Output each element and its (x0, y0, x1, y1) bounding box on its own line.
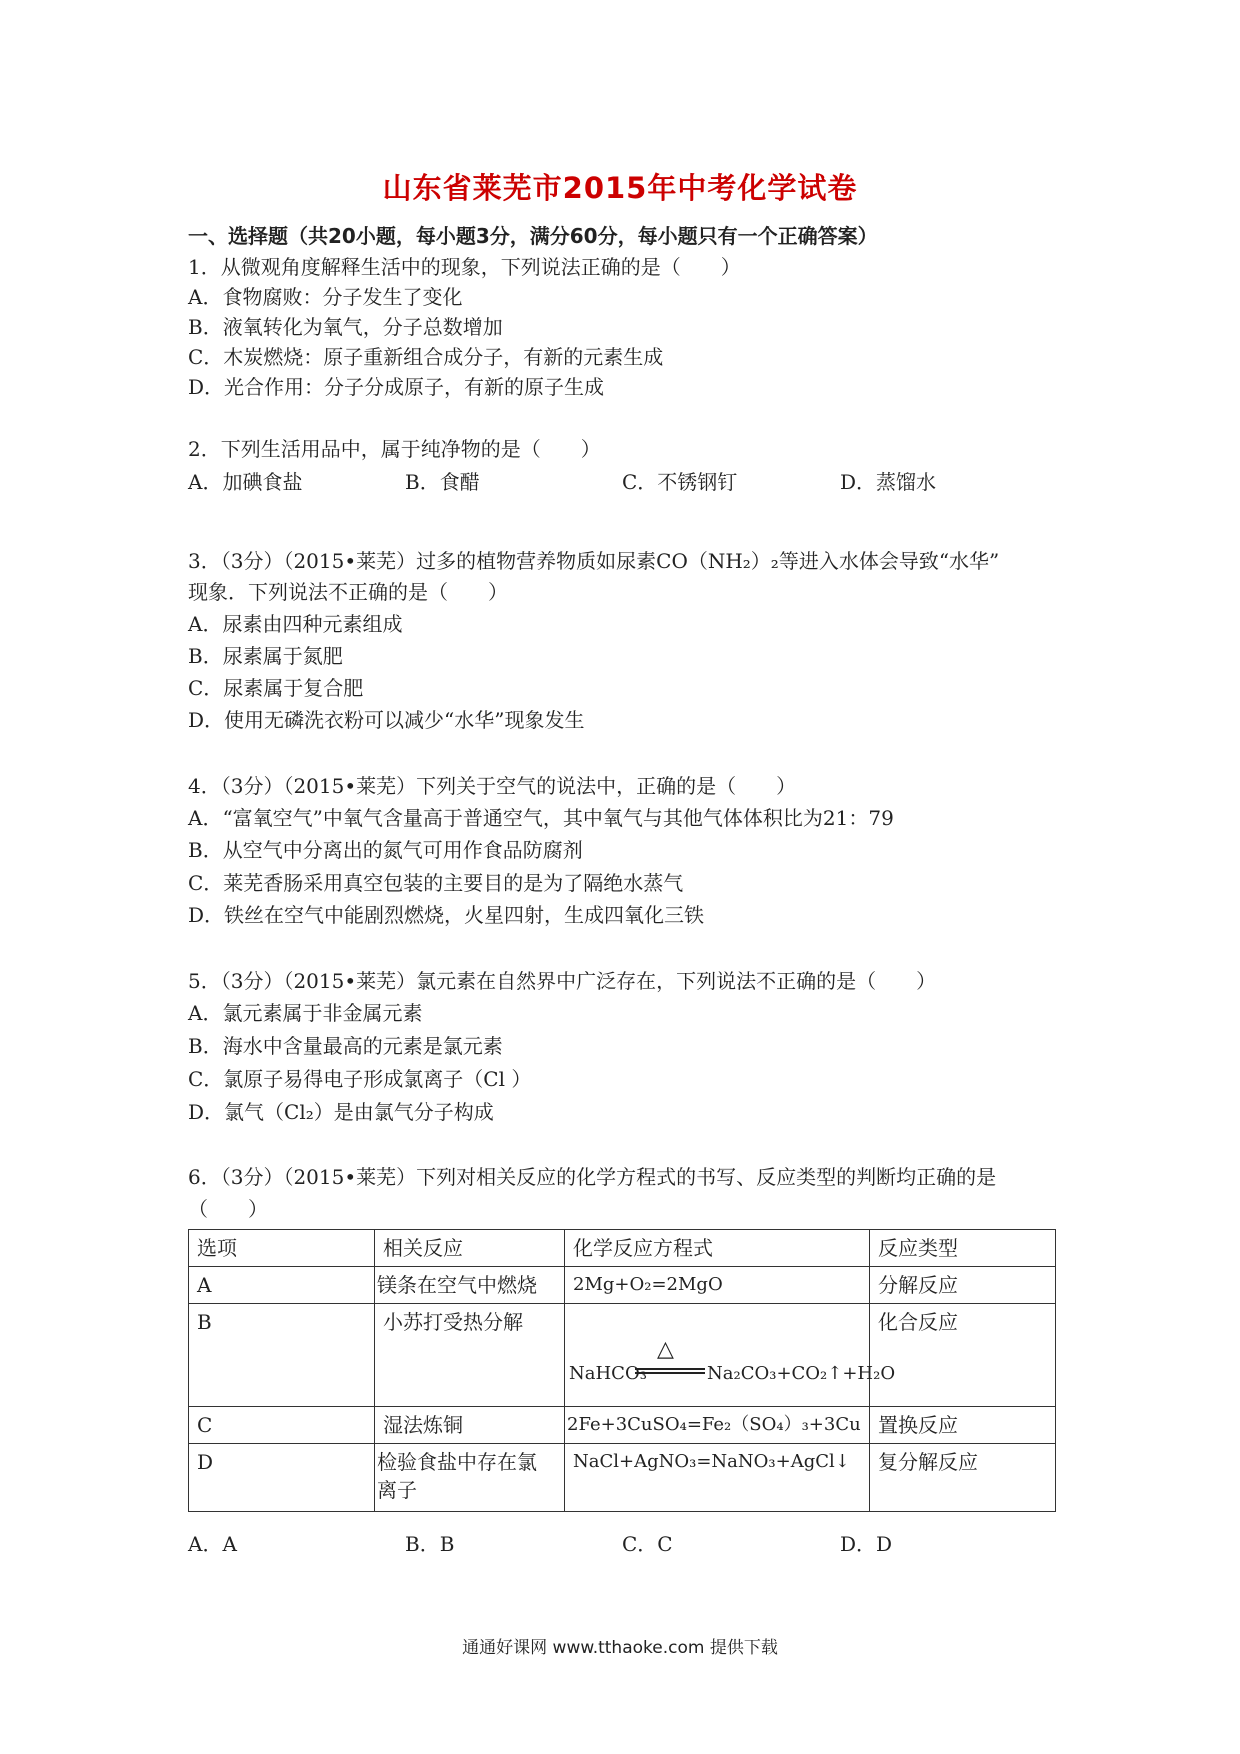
question-2-option-c: C．不锈钢钉 (622, 470, 738, 494)
question-5-option-b: B．海水中含量最高的元素是氯元素 (188, 1034, 503, 1058)
table-cell-reaction: 小苏打受热分解 (375, 1304, 565, 1407)
question-4-option-b: B．从空气中分离出的氮气可用作食品防腐剂 (188, 838, 583, 862)
question-6-stem-line-2: （ ） (188, 1197, 268, 1221)
question-6-option-a: A．A (188, 1532, 237, 1556)
footer-credit: 通通好课网 www.tthaoke.com 提供下载 (462, 1638, 778, 1658)
question-3-option-a: A．尿素由四种元素组成 (188, 612, 403, 636)
section-heading: 一、选择题（共20小题，每小题3分，满分60分，每小题只有一个正确答案） (188, 224, 878, 248)
reaction-table (188, 1229, 1056, 1512)
question-4-option-d: D．铁丝在空气中能剧烈燃烧，火星四射，生成四氧化三铁 (188, 903, 705, 927)
table-header-row (189, 1230, 1056, 1267)
table-cell-option: D (189, 1444, 375, 1512)
question-2-option-b: B．食醋 (405, 470, 480, 494)
table-cell-option: B (189, 1304, 375, 1407)
question-1-option-d: D．光合作用：分子分成原子，有新的原子生成 (188, 375, 605, 399)
question-5-stem: 5．（3分）（2015•莱芜）氯元素在自然界中广泛存在，下列说法不正确的是（ ） (188, 969, 937, 993)
equation-double-bar (635, 1368, 705, 1374)
table-header-cell: 选项 (189, 1230, 375, 1267)
table-cell-equation (565, 1304, 896, 1407)
table-header-cell: 化学反应方程式 (565, 1230, 870, 1267)
table-header-cell: 相关反应 (375, 1230, 565, 1267)
question-5-option-a: A．氯元素属于非金属元素 (188, 1001, 423, 1025)
table-cell-type: 复分解反应 (870, 1444, 1056, 1512)
question-3-option-b: B．尿素属于氮肥 (188, 644, 343, 668)
question-3-option-d: D．使用无磷洗衣粉可以减少“水华”现象发生 (188, 708, 585, 732)
table-row (189, 1407, 1056, 1444)
table-cell-type: 分解反应 (870, 1267, 1056, 1304)
table-cell-equation: NaCl+AgNO₃=NaNO₃+AgCl↓ (565, 1444, 870, 1512)
question-2-stem: 2．下列生活用品中，属于纯净物的是（ ） (188, 437, 601, 461)
question-2-option-d: D．蒸馏水 (840, 470, 937, 494)
question-3-option-c: C．尿素属于复合肥 (188, 676, 364, 700)
question-6-option-b: B．B (405, 1532, 455, 1556)
question-4-option-c: C．莱芜香肠采用真空包装的主要目的是为了隔绝水蒸气 (188, 871, 684, 895)
question-5-option-c: C．氯原子易得电子形成氯离子（Cl ） (188, 1067, 532, 1091)
table-cell-equation: 2Mg+O₂=2MgO (565, 1267, 870, 1304)
question-3-stem-line-1: 3．（3分）（2015•莱芜）过多的植物营养物质如尿素CO（NH₂）₂等进入水体会导致“水华” (188, 549, 1000, 573)
table-cell-equation: 2Fe+3CuSO₄=Fe₂（SO₄）₃+3Cu (565, 1407, 870, 1444)
equation-reactant: NaHCO₃ (569, 1363, 647, 1384)
table-row (189, 1267, 1056, 1304)
heat-condition-symbol: △ (657, 1337, 674, 1362)
table-row (189, 1304, 1056, 1407)
question-6-stem-line-1: 6．（3分）（2015•莱芜）下列对相关反应的化学方程式的书写、反应类型的判断均正确的是 (188, 1165, 997, 1189)
question-2-option-a: A．加碘食盐 (188, 470, 303, 494)
table-cell-reaction: 湿法炼铜 (375, 1407, 565, 1444)
table-cell-type: 化合反应 (870, 1304, 1056, 1407)
question-6-option-d: D．D (840, 1532, 893, 1556)
question-1-option-a: A．食物腐败：分子发生了变化 (188, 285, 463, 309)
table-cell-type: 置换反应 (870, 1407, 1056, 1444)
table-row (189, 1444, 1056, 1512)
page-title: 山东省莱芜市2015年中考化学试卷 (382, 171, 858, 205)
table-cell-option: A (189, 1267, 375, 1304)
equation-products: Na₂CO₃+CO₂↑+H₂O (707, 1363, 896, 1384)
table-header-cell: 反应类型 (870, 1230, 1056, 1267)
question-1-option-c: C．木炭燃烧：原子重新组合成分子，有新的元素生成 (188, 345, 664, 369)
question-3-stem-line-2: 现象．下列说法不正确的是（ ） (188, 580, 508, 604)
question-5-option-d: D．氯气（Cl₂）是由氯气分子构成 (188, 1100, 494, 1124)
table-cell-reaction: 检验食盐中存在氯离子 (375, 1444, 565, 1512)
question-4-option-a: A．“富氧空气”中氧气含量高于普通空气，其中氧气与其他气体体积比为21：79 (188, 806, 894, 830)
table-cell-option: C (189, 1407, 375, 1444)
question-6-option-c: C．C (622, 1532, 673, 1556)
table-cell-reaction: 镁条在空气中燃烧 (375, 1267, 565, 1304)
question-1-stem: 1．从微观角度解释生活中的现象，下列说法正确的是（ ） (188, 255, 741, 279)
question-4-stem: 4．（3分）（2015•莱芜）下列关于空气的说法中，正确的是（ ） (188, 774, 797, 798)
question-1-option-b: B．液氧转化为氧气，分子总数增加 (188, 315, 503, 339)
